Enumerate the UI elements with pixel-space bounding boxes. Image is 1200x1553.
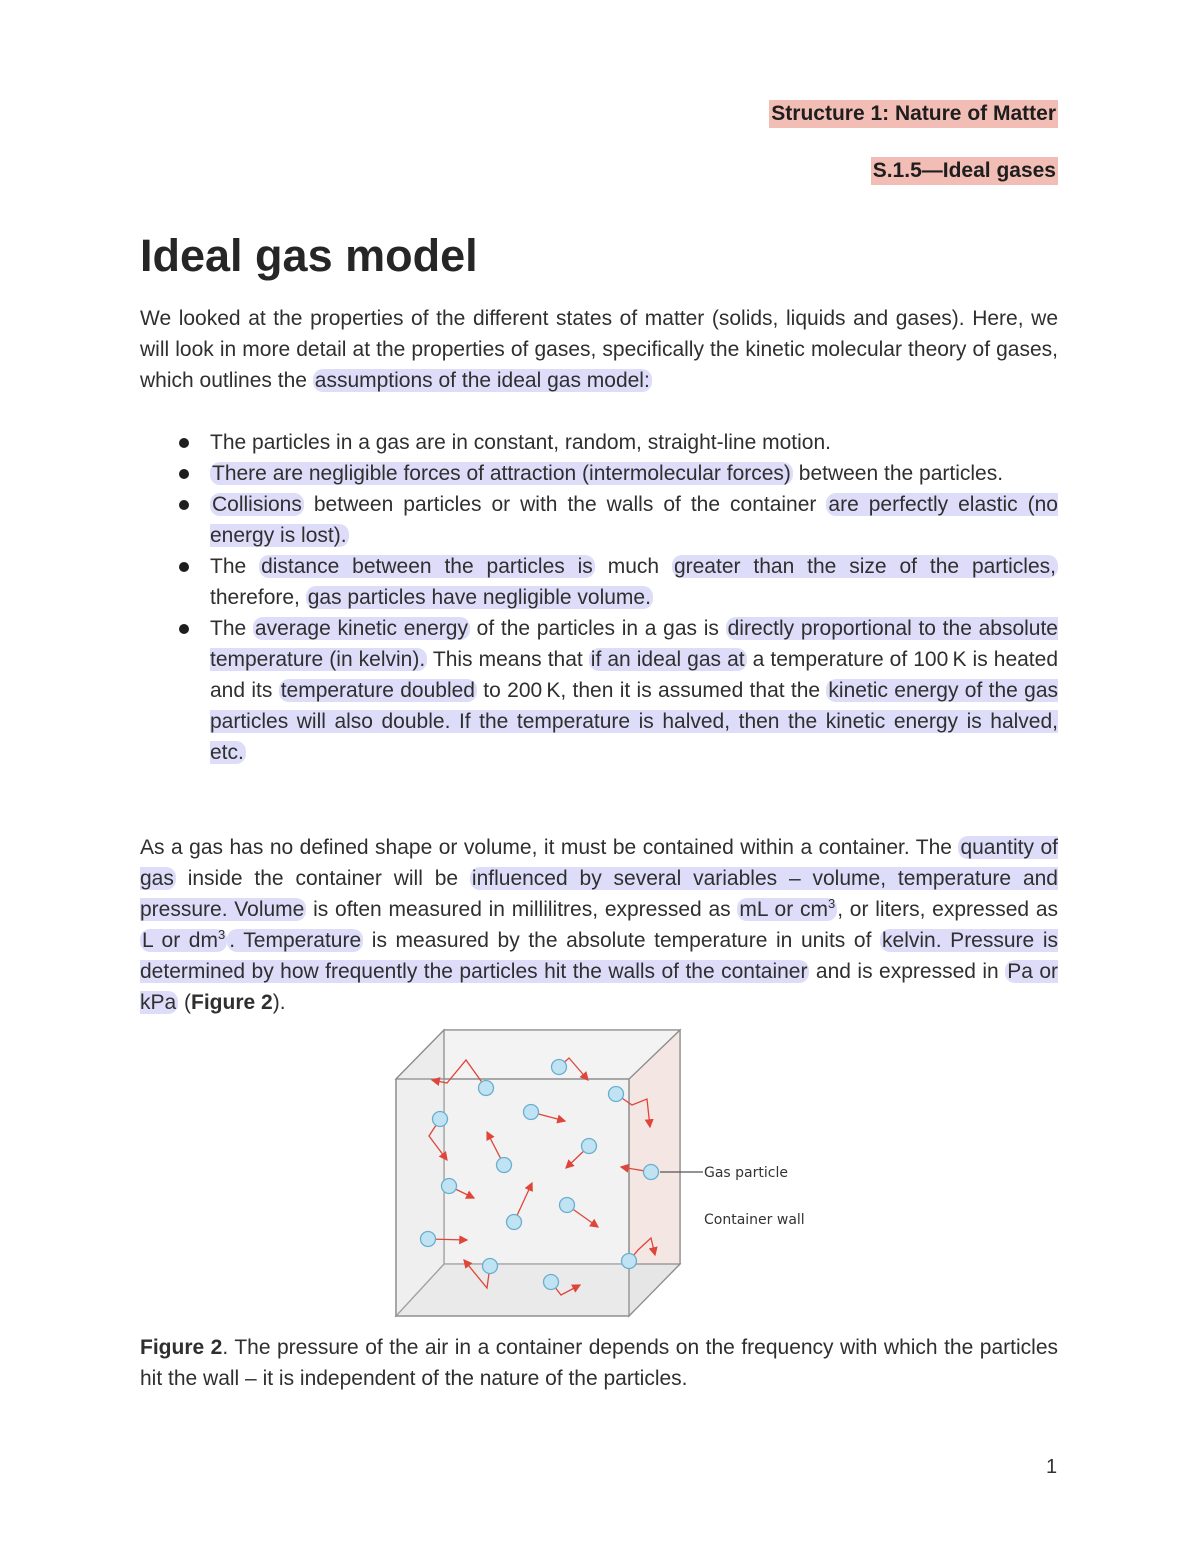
bullet-text: between particles or with the walls of the container	[303, 493, 827, 516]
bullet-text: This means that	[427, 648, 589, 671]
gas-particle	[483, 1259, 498, 1274]
highlight: kelvin. Pressure is determined by how frequently the particles hit the walls of the container	[140, 929, 1058, 983]
gas-particle	[552, 1060, 567, 1075]
highlight: temperature doubled	[280, 679, 475, 702]
gas-particle	[442, 1179, 457, 1194]
gas-particle	[622, 1254, 637, 1269]
list-item	[140, 613, 1058, 768]
highlight: if an ideal gas at	[590, 648, 745, 671]
page-number: 1	[1046, 1456, 1058, 1478]
intro-paragraph	[140, 303, 1058, 396]
container-front-face	[396, 1079, 629, 1316]
gas-particle	[582, 1139, 597, 1154]
unit-header: Structure 1: Nature of Matter	[769, 100, 1058, 128]
superscript: 3	[217, 927, 226, 942]
bullet-icon	[179, 438, 189, 448]
gas-particle-label: Gas particle	[704, 1165, 788, 1181]
para-text: ).	[272, 991, 286, 1014]
highlight: directly proportional to the absolute temperature (in kelvin).	[210, 617, 1058, 671]
bullet-icon	[179, 500, 189, 510]
gas-particle	[560, 1198, 575, 1213]
caption-label: Figure 2	[140, 1336, 223, 1359]
assumptions-list	[140, 427, 1058, 768]
highlight: are perfectly elastic (no energy is lost).	[210, 493, 1058, 547]
highlight: influenced by several variables – volume, temperature and pressure. Volume	[140, 867, 1058, 921]
highlight: Pa or kPa	[140, 960, 1058, 1014]
para-text: (	[178, 991, 192, 1014]
bullet-text: The	[210, 617, 253, 640]
gas-particle	[497, 1158, 512, 1173]
bullet-text: therefore,	[210, 586, 306, 609]
gas-particle	[644, 1165, 659, 1180]
bullet-text: The	[210, 555, 260, 578]
figure-caption	[140, 1332, 1058, 1394]
highlight: average kinetic energy	[254, 617, 468, 640]
highlight	[737, 898, 837, 921]
intro-text: We looked at the properties of the different states of matter (solids, liquids and gases). Here, we will look in more detail at the properties of gases, specifically the kinetic molecular theory of gases, which outlines the	[140, 307, 1058, 392]
bullet-icon	[179, 562, 189, 572]
container-wall-label: Container wall	[704, 1212, 805, 1228]
highlight: . Temperature	[229, 929, 362, 952]
gas-particle	[544, 1275, 559, 1290]
figure-reference: Figure 2	[191, 991, 273, 1014]
gas-particle	[524, 1105, 539, 1120]
para-text: is measured by the absolute temperature in units of	[363, 929, 881, 952]
gas-particle	[507, 1215, 522, 1230]
para-text: is often measured in millilitres, expressed as	[306, 898, 738, 921]
highlight-text: L or dm	[142, 929, 218, 952]
list-item	[140, 427, 1058, 458]
gas-particle	[609, 1087, 624, 1102]
page-title: Ideal gas model	[140, 230, 478, 281]
highlight: distance between the particles is	[261, 555, 593, 578]
caption-text: . The pressure of the air in a container depends on the frequency with which the particles hit the wall – it is independent of the nature of the particles.	[140, 1336, 1058, 1390]
bullet-text: The particles in a gas are in constant, random, straight-line motion.	[210, 431, 831, 454]
para-text: As a gas has no defined shape or volume, it must be contained within a container. The	[140, 836, 959, 859]
highlight: quantity of gas	[140, 836, 1058, 890]
container	[396, 1030, 680, 1316]
container-paragraph	[140, 832, 1058, 1018]
gas-container-diagram	[392, 1027, 822, 1322]
superscript: 3	[827, 896, 836, 911]
highlight: assumptions of the ideal gas model:	[314, 369, 650, 392]
bullet-icon	[179, 624, 189, 634]
highlight: greater than the size of the particles,	[673, 555, 1056, 578]
highlight: There are negligible forces of attraction (intermolecular forces)	[212, 462, 791, 485]
bullet-text: much	[594, 555, 672, 578]
gas-particle	[433, 1112, 448, 1127]
list-item	[140, 551, 1058, 613]
gas-particle	[479, 1081, 494, 1096]
highlight: kinetic energy of the gas particles will also double. If the temperature is halved, then the kinetic energy is halved, etc.	[210, 679, 1058, 764]
topic-header: S.1.5—Ideal gases	[871, 157, 1058, 185]
highlight	[140, 929, 227, 952]
bullet-text: a temperature of 100 K is heated and its	[210, 648, 1059, 702]
bullet-text: of the particles in a gas is	[469, 617, 726, 640]
gas-particle	[421, 1232, 436, 1247]
bullet-text: to 200 K, then it is assumed that the	[476, 679, 827, 702]
para-text: and is expressed in	[809, 960, 1006, 983]
highlight-text: mL or cm	[739, 898, 828, 921]
bullet-icon	[179, 469, 189, 479]
highlight: Collisions	[212, 493, 302, 516]
list-item	[140, 489, 1058, 551]
para-text: inside the container will be	[175, 867, 470, 890]
para-text: , or liters, expressed as	[837, 898, 1058, 921]
list-item	[140, 458, 1058, 489]
bullet-text: between the particles.	[792, 462, 1004, 485]
highlight: gas particles have negligible volume.	[307, 586, 651, 609]
